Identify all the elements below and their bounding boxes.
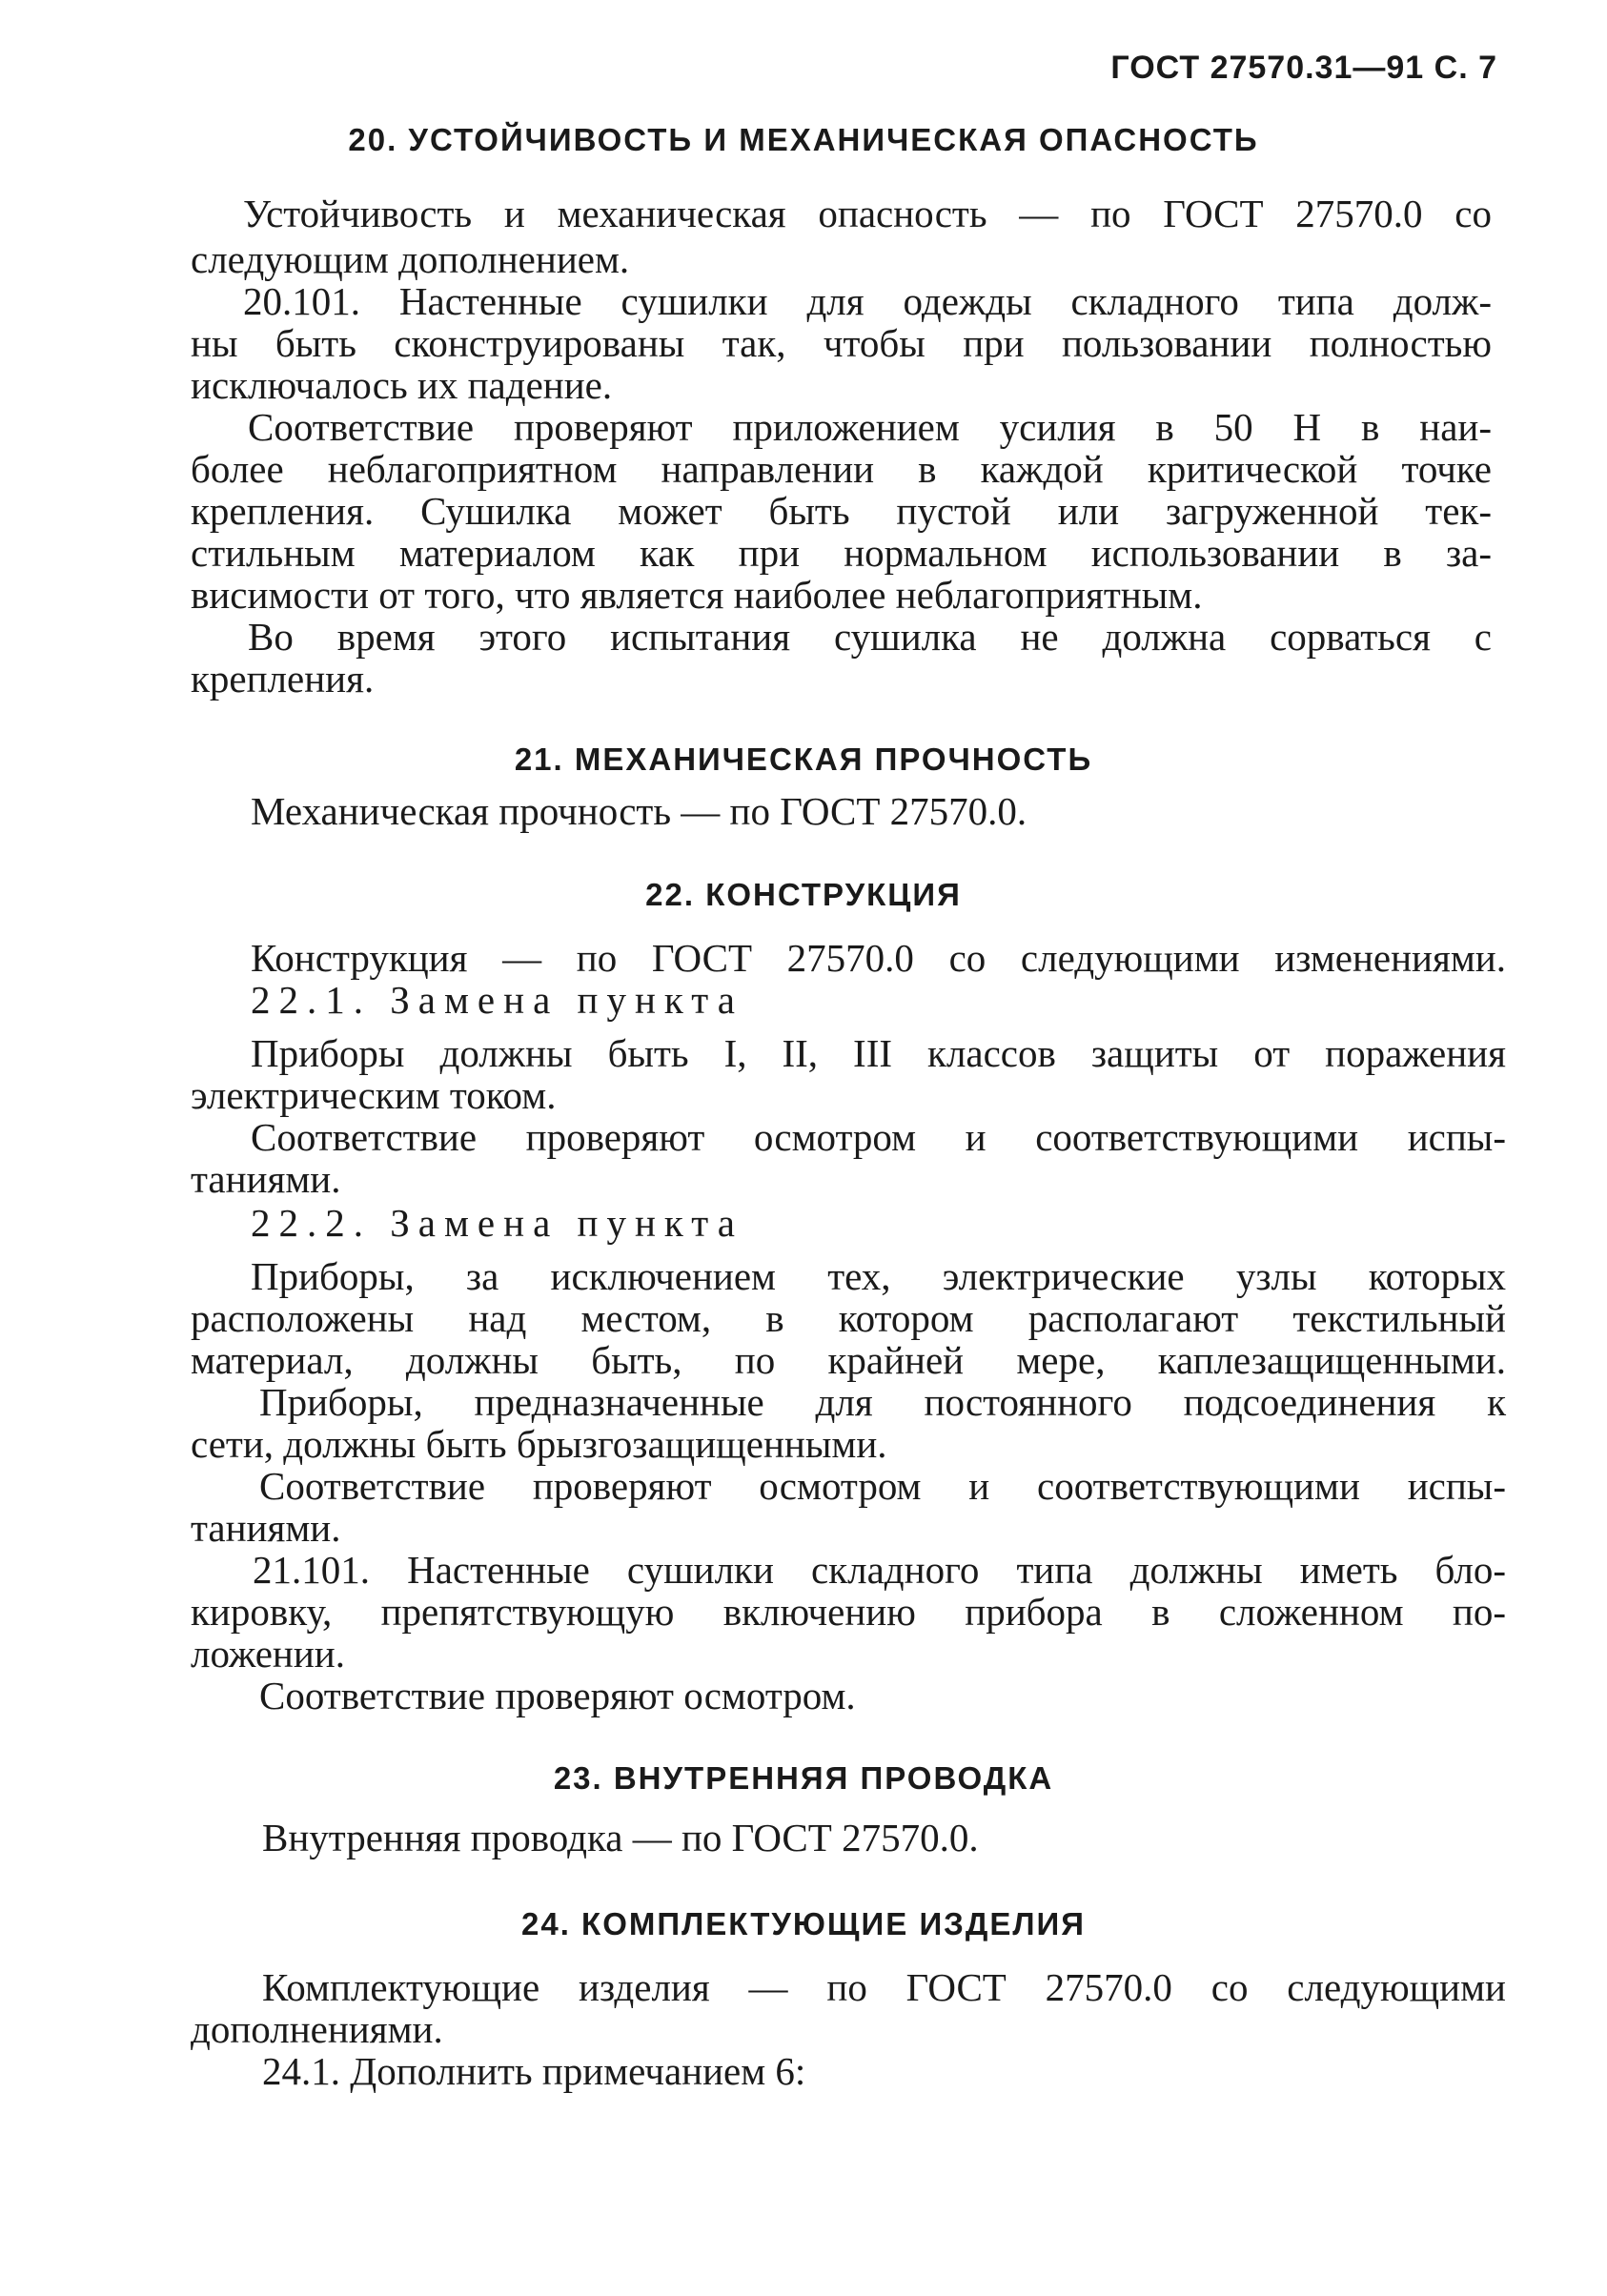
text-line: материал, должны быть, по крайней мере, каплезащищенными. [191, 1338, 1506, 1382]
text-line: 21.101. Настенные сушилки складного типа должны иметь бло- [253, 1548, 1506, 1592]
text-line: крепления. Сушилка может быть пустой или загруженной тек- [191, 489, 1492, 533]
text-line: Внутренняя проводка — по ГОСТ 27570.0. [262, 1816, 979, 1859]
section-24-heading: 24. КОМПЛЕКТУЮЩИЕ ИЗДЕЛИЯ [521, 1906, 1086, 1941]
text-line: кировку, препятствующую включению прибора в сложенном по- [191, 1590, 1506, 1634]
section-22-heading: 22. КОНСТРУКЦИЯ [645, 877, 962, 912]
text-line: висимости от того, что является наиболее неблагоприятным. [191, 573, 1203, 617]
text-line: исключалось их падение. [191, 363, 613, 407]
text-line: крепления. [191, 657, 375, 701]
text-line: 22.2. Замена пункта [251, 1201, 743, 1245]
text-line: Соответствие проверяют осмотром. [259, 1674, 856, 1717]
text-line: Во время этого испытания сушилка не должна сорваться с [248, 615, 1492, 659]
text-line: Устойчивость и механическая опасность — по ГОСТ 27570.0 со [243, 192, 1492, 235]
text-line: более неблагоприятном направлении в каждой критической точке [191, 447, 1492, 491]
text-line: электрическим током. [191, 1073, 557, 1117]
section-20-heading: 20. УСТОЙЧИВОСТЬ И МЕХАНИЧЕСКАЯ ОПАСНОСТЬ [348, 122, 1259, 157]
text-line: 24.1. Дополнить примечанием 6: [262, 2049, 806, 2093]
text-line: сети, должны быть брызгозащищенными. [191, 1422, 887, 1466]
section-23-heading: 23. ВНУТРЕННЯЯ ПРОВОДКА [553, 1760, 1054, 1796]
text-line: Приборы, предназначенные для постоянного подсоединения к [259, 1380, 1506, 1424]
text-line: дополнениями. [191, 2007, 443, 2051]
text-line: Соответствие проверяют осмотром и соответствующими испы- [251, 1115, 1506, 1159]
text-line: таниями. [191, 1506, 341, 1550]
text-line: Соответствие проверяют приложением усилия в 50 Н в наи- [248, 405, 1492, 449]
section-21-heading: 21. МЕХАНИЧЕСКАЯ ПРОЧНОСТЬ [514, 742, 1093, 777]
text-line: Комплектующие изделия — по ГОСТ 27570.0 со следующими [262, 1965, 1506, 2009]
text-line: Соответствие проверяют осмотром и соответствующими испы- [259, 1464, 1506, 1508]
text-line: ложении. [191, 1632, 345, 1676]
text-line: Конструкция — по ГОСТ 27570.0 со следующими изменениями. [251, 936, 1506, 980]
text-line: ны быть сконструированы так, чтобы при пользовании полностью [191, 321, 1492, 365]
text-line: 20.101. Настенные сушилки для одежды складного типа долж- [243, 279, 1492, 323]
text-line: 22.1. Замена пункта [251, 978, 743, 1022]
text-line: таниями. [191, 1157, 341, 1201]
page-header: ГОСТ 27570.31—91 С. 7 [1110, 50, 1497, 86]
text-line: Приборы, за исключением тех, электрические узлы которых [251, 1254, 1506, 1298]
text-line: стильным материалом как при нормальном использовании в за- [191, 531, 1492, 575]
text-line: Приборы должны быть I, II, III классов защиты от поражения [251, 1031, 1506, 1075]
text-line: расположены над местом, в котором располагают текстильный [191, 1296, 1506, 1340]
text-line: следующим дополнением. [191, 237, 630, 281]
text-line: Механическая прочность — по ГОСТ 27570.0. [251, 789, 1027, 833]
